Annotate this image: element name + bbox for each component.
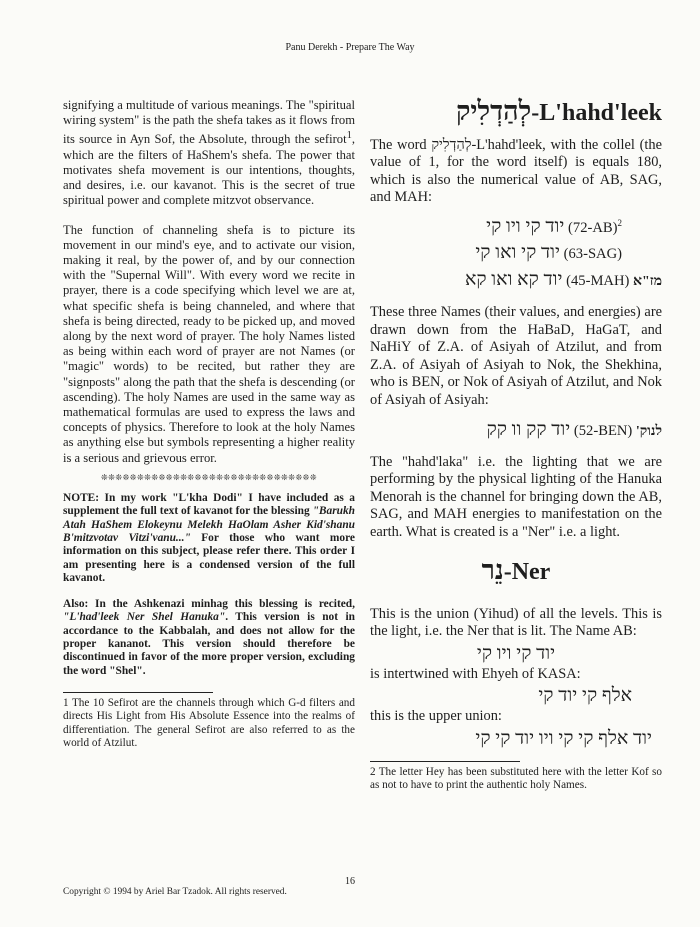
page-number: 16	[345, 876, 355, 887]
name-ab-union: יוד קי ויו קי	[476, 642, 556, 664]
footnote-2: 2 The letter Hey has been substituted here with the letter Kof so as not to have to print the authentic holy Names.	[370, 765, 662, 791]
left-paragraph-1: signifying a multitude of various meanings. The "spiritual wiring system" is the path the shefa takes as it flows from its source in Ayn Sof, the Absolute, through the sefirot$^1$, which are the filters of HaShem's shefa. The power that motivates shefa movement is our intentions, thoughts, and desires, i.e. our kavanot. This is the secret of true spiritual power and complete mitzvot observance.	[63, 98, 355, 208]
note-paragraph: NOTE: In my work "L'kha Dodi" I have included as a supplement the full text of kavanot for the blessing "Barukh Atah HaShem Elokeynu Melekh HaOlam Asher Kid'shanu B'mitzvotav Vitzi'vanu..." For those who want more information on this subject, please refer there. This order I am presenting here is a condensed version of the full kavanot.	[63, 491, 355, 585]
right-paragraph-4: This is the union (Yihud) of all the levels. This is the light, i.e. the Ner that is lit. The Name AB:	[370, 605, 662, 640]
name-ab-line: יוד קי ויו קי $(72-AB)^2$	[486, 215, 622, 237]
footnote-rule-2	[370, 761, 520, 762]
right-column	[370, 96, 662, 792]
star-divider: ❊❊❊❊❊❊❊❊❊❊❊❊❊❊❊❊❊❊❊❊❊❊❊❊❊❊❊❊❊❊	[100, 472, 318, 482]
left-paragraph-2: The function of channeling shefa is to picture its movement in our mind's eye, and to activate our vision, making it real, by the power of, and by our connection with the "Supernal Will". With every word we recite in prayer, there is a code specifying which level we are at, what specific shefa is being channeled, and where that shefa is being directed, ready to be picked up, and moved along by the next word of prayer. The holy Names listed as being within each word of prayer are not Names (or "magic" words) to be recited, but rather they are "signposts" along the path that the shefa is descending (or ascending). The holy Names are used in the same way as mathematical formulas are used to express the laws and concepts of physics. Therefore to look at the holy Names as anything else but symbols representing a higher reality is a serious and grievous error.	[63, 222, 355, 465]
section-title-lhadleek: לְהַדְלִיק-L'hahd'leek	[455, 96, 662, 126]
right-paragraph-1: The word לְהַדְלִיק-L'hahd'leek, with the collel (the value of 1, for the word itself) is equals 180, which is also the numerical value of AB, SAG, and MAH:	[370, 137, 662, 206]
name-ehyeh-kasa: אלף קי יוד קי	[538, 685, 632, 707]
name-mah-line: יוד קא ואו קא (45-MAH) מז"א	[464, 269, 662, 291]
name-sag-line: יוד קי ואו קי (63-SAG)	[475, 242, 622, 264]
right-paragraph-5: is intertwined with Ehyeh of KASA:	[370, 665, 581, 682]
footnote-1: 1 The 10 Sefirot are the channels through which G-d filters and directs His Light from His Absolute Essence into the realms of differentiation. The general Sefirot are also referred to as the world of Atzilut.	[63, 697, 355, 749]
right-paragraph-2: These three Names (their values, and energies) are drawn down from the HaBaD, HaGaT, and NaHiY of Z.A. of Asiyah of Atzilut, and from Z.A. of Asiyah of Asiyah to Nok, the Shekhina, who is BEN, or Nok of Asiyah of Atzilut, and Nok of Asiyah of Asiyah:	[370, 304, 662, 408]
footnote-rule	[63, 692, 213, 693]
name-ben-line: יוד קק וו קק (52-BEN) לנוק'	[486, 418, 662, 440]
footnote-ref-1: 1	[346, 130, 352, 142]
copyright-line: Copyright © 1994 by Ariel Bar Tzadok. All rights reserved.	[63, 887, 287, 897]
also-paragraph: Also: In the Ashkenazi minhag this blessing is recited, "L'had'leek Ner Shel Hanuka". This version is not in accordance to the Kabbalah, and does not allow for the proper kananot. This version should therefore be discontinued in favor of the more proper version, excluding the word "Shel".	[63, 597, 356, 677]
right-paragraph-6: this is the upper union:	[370, 708, 502, 725]
section-title-ner: נֵר-Ner	[481, 554, 551, 585]
running-header: Panu Derekh - Prepare The Way	[285, 42, 415, 53]
name-upper-union: יוד אלף קי קי ויו יוד קי קי	[475, 727, 652, 749]
left-column	[63, 98, 355, 750]
right-paragraph-3: The "hahd'laka" i.e. the lighting that we are performing by the physical lighting of the Hanuka Menorah is the channel for bringing down the AB, SAG, and MAH energies to manifestation on the earth. What is created is a "Ner" i.e. a light.	[370, 453, 662, 540]
